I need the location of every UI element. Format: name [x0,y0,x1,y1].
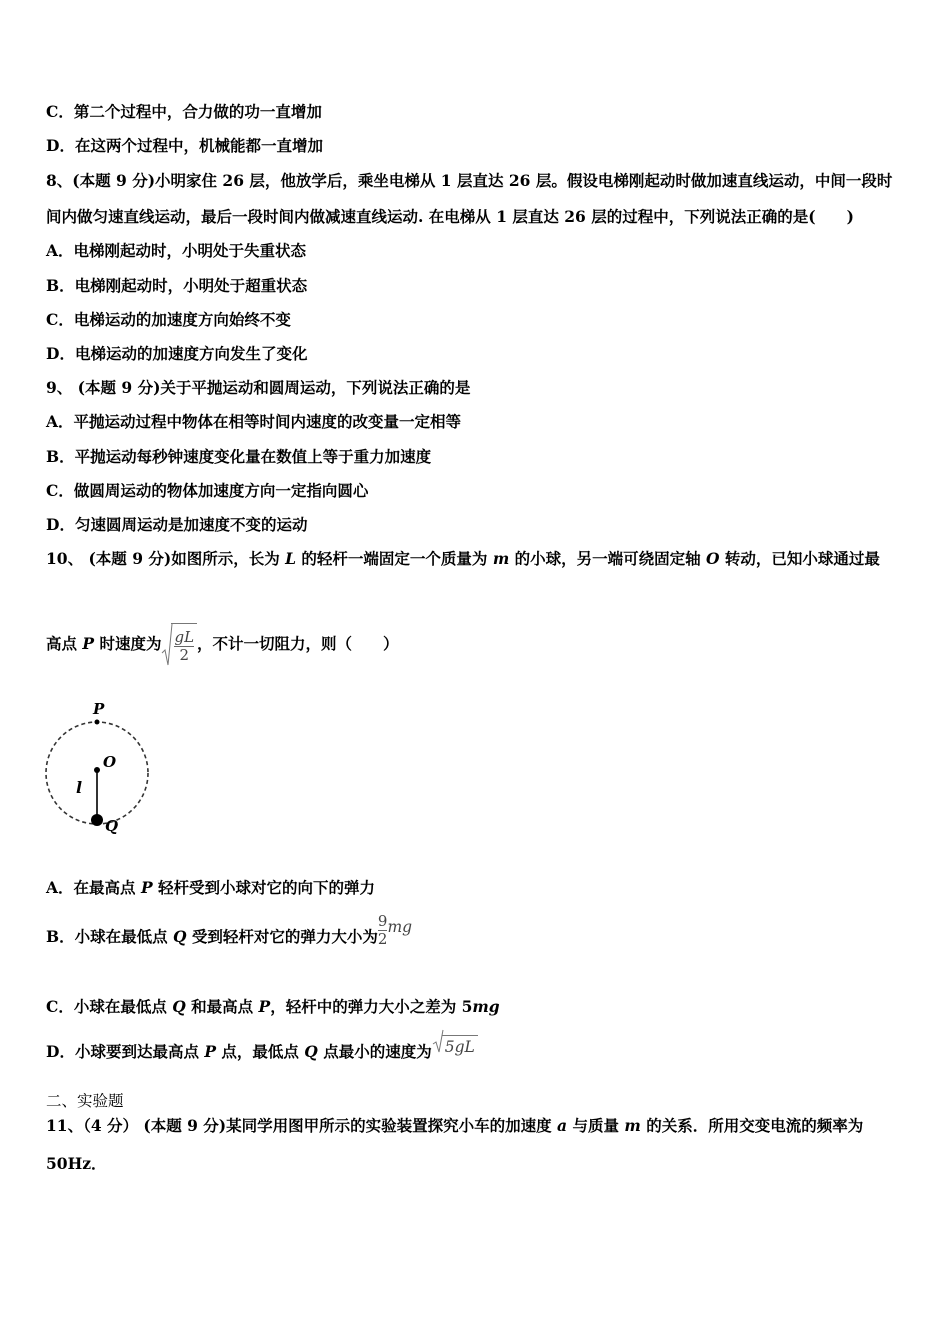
q10-text-1b: 的轻杆一端固定一个质量为 [296,549,493,568]
q8-stem-line1: 8、(本题 9 分)小明家住 26 层，他放学后，乘坐电梯从 1 层直达 26 层。假设电梯刚起动时做加速直线运动，中间一段时 [46,171,893,190]
q10-optD-sqrt [432,1029,478,1065]
q10-optC-text-c: ，轻杆中的弹力大小之差为 5 [270,997,473,1016]
q11-stem-line2: 50Hz． [46,1154,107,1173]
q9-option-a: A．平抛运动过程中物体在相等时间内速度的改变量一定相等 [46,412,462,431]
q8-option-a: A．电梯刚起动时，小明处于失重状态 [46,241,307,260]
q7-option-c: C．第二个过程中，合力做的功一直增加 [46,102,322,121]
q11-text-b: 与质量 [567,1116,625,1135]
q10-optD-P: P [204,1042,216,1061]
q10-var-O: O [706,549,720,568]
q8-option-c: C．电梯运动的加速度方向始终不变 [46,310,291,329]
section-title-experiment: 二、实验题 [46,1092,124,1110]
q10-optD-text-b: 点，最低点 [216,1042,305,1061]
q11-stem-line1 [46,1116,863,1136]
q10-optB-mg: mg [387,918,413,936]
q11-text-a: 11、（4 分） (本题 9 分)某同学用图甲所示的实验装置探究小车的加速度 [46,1116,558,1135]
sqrt-denominator: 2 [179,646,190,664]
q10-optA-text-a: A．在最高点 [46,878,141,897]
q8-option-b: B．电梯刚起动时，小明处于超重状态 [46,276,308,295]
q8-option-d: D．电梯运动的加速度方向发生了变化 [46,344,308,363]
q10-var-L: L [285,549,297,568]
q10-stem-line2 [46,622,399,668]
q9-option-c: C．做圆周运动的物体加速度方向一定指向圆心 [46,481,369,500]
ball-at-Q [91,814,103,826]
sqrt-sign-icon [432,1029,444,1053]
q10-optC-Q: Q [172,997,186,1016]
q10-optA-P: P [140,878,153,897]
q11-text-c: 的关系．所用交变电流的频率为 [640,1116,864,1135]
fraction-numerator: 9 [377,911,388,930]
q10-optA-text-b: 轻杆受到小球对它的向下的弹力 [152,878,375,897]
label-l: l [76,778,83,797]
q10-text-1d: 转动，已知小球通过最 [719,549,880,568]
q10-var-P: P [82,634,95,653]
sqrt-radicand: 5gL [442,1035,478,1058]
q11-var-a: a [557,1116,568,1135]
q10-optC-text-b: 和最高点 [185,997,259,1016]
q10-text-1a: 10、 (本题 9 分)如图所示，长为 [46,549,286,568]
q10-text-2c: ，不计一切阻力，则（ ） [197,634,399,653]
q10-optC-mg: mg [472,997,500,1016]
q10-optC-P: P [258,997,271,1016]
q10-text-1c: 的小球，另一端可绕固定轴 [509,549,707,568]
q10-optB-text-a: B．小球在最低点 [46,927,173,946]
q10-option-d [46,1034,478,1071]
fraction-denominator: 2 [377,929,388,948]
q10-text-2b: 时速度为 [94,634,162,653]
sqrt-sign-icon [161,623,173,667]
q10-optD-text-c: 点最小的速度为 [317,1042,432,1061]
q10-optC-text-a: C．小球在最低点 [46,997,173,1016]
q10-optD-Q: Q [304,1042,318,1061]
q9-stem: 9、 (本题 9 分)关于平抛运动和圆周运动，下列说法正确的是 [46,378,471,397]
label-Q: Q [105,817,119,835]
q10-speed-formula [161,623,197,668]
q10-option-c [46,997,500,1017]
sqrt-numerator: gL [174,628,195,646]
label-O: O [103,753,117,771]
q11-var-m: m [624,1116,641,1135]
top-point-P [95,720,100,725]
q10-optB-Q: Q [173,927,187,946]
q10-option-a [46,878,375,898]
q10-text-2a: 高点 [46,634,83,653]
circle-rod-diagram [40,695,160,840]
q10-optB-text-b: 受到轻杆对它的弹力大小为 [186,927,378,946]
q10-option-b [46,911,413,959]
q10-stem-line1 [46,549,880,569]
q8-stem-line2: 间内做匀速直线运动，最后一段时间内做减速直线运动. 在电梯从 1 层直达 26 层的过程中，下列说法正确的是( ) [46,207,854,226]
label-P: P [93,700,105,718]
q10-var-m: m [492,549,510,568]
q10-optD-text-a: D．小球要到达最高点 [46,1042,205,1061]
q9-option-d: D．匀速圆周运动是加速度不变的运动 [46,515,308,534]
q9-option-b: B．平抛运动每秒钟速度变化量在数值上等于重力加速度 [46,447,432,466]
q7-option-d: D．在这两个过程中，机械能都一直增加 [46,136,323,155]
pivot-point-O [94,767,100,773]
